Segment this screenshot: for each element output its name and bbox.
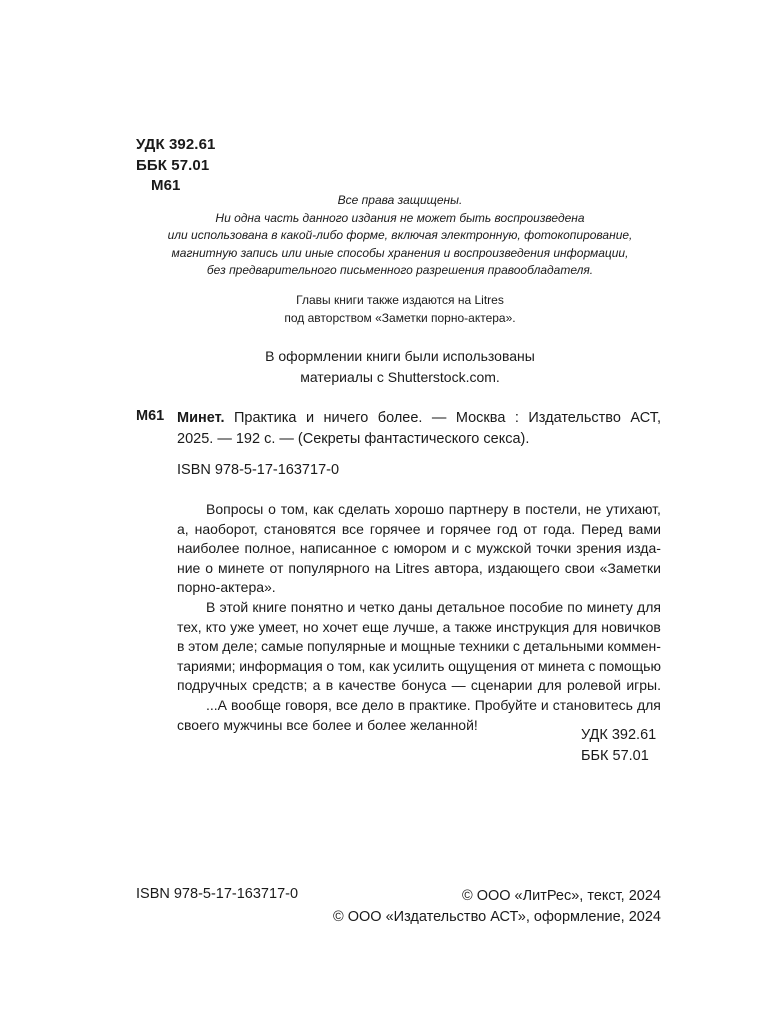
annotation-word: вами [628, 520, 661, 537]
annotation-word: с [464, 540, 472, 557]
biblio-author-mark: М61 [136, 408, 165, 424]
annotation-word: для [537, 677, 562, 694]
annotation-word: ощущения [448, 657, 517, 674]
annotation-word: и [451, 540, 460, 557]
annotation-word: В [206, 598, 216, 615]
bbk-code-repeat: ББК 57.01 [581, 747, 649, 764]
litres-note-line: Главы книги также издаются на Litres [296, 293, 504, 307]
book-title: Минет. [177, 410, 225, 426]
annotation-line [177, 559, 661, 579]
annotation-word: том, [337, 657, 366, 674]
annotation-word: дело [361, 696, 394, 713]
annotation-word: для [573, 618, 598, 635]
annotation-word: горячее [369, 520, 421, 537]
author-mark: М61 [151, 177, 181, 194]
annotation-word: и [426, 520, 435, 537]
annotation-word: минета [538, 657, 585, 674]
annotation-word: помощью [598, 657, 661, 674]
annotation-word: но [303, 618, 319, 635]
annotation-word: самые [261, 638, 304, 655]
annotation-line [177, 637, 661, 657]
annotation-word: от [269, 559, 284, 576]
annotation-word: ние [177, 559, 201, 576]
bibliographic-record [177, 408, 661, 450]
annotation-word: свои [564, 559, 595, 576]
annotation-word: автора, [434, 559, 483, 576]
annotation-word: издающего [487, 559, 560, 576]
annotation-word: год [496, 520, 518, 537]
annotation-word: с [381, 540, 389, 557]
biblio-word: : [514, 410, 519, 426]
annotation-line: порно-актера». [177, 579, 276, 596]
annotation-word: а [312, 677, 321, 694]
annotation-word: Пробуйте [474, 696, 537, 713]
annotation-word: этой [219, 598, 249, 615]
annotation-word: как [313, 501, 334, 517]
annotation-word: детальное [436, 598, 506, 615]
biblio-word: — [431, 410, 447, 426]
annotation-word: Litres [395, 559, 430, 576]
annotation-word: становитесь [552, 696, 633, 713]
annotation-word: полное, [244, 540, 295, 557]
annotation-word: от [523, 520, 538, 537]
annotation-word: точки [536, 540, 572, 557]
annotation-line [177, 676, 661, 696]
annotation-codes [581, 725, 656, 766]
copyright-line: © ООО «Издательство АСТ», оформление, 2024 [333, 909, 661, 925]
annotation-word: утихают, [606, 501, 661, 517]
annotation-word: минете [218, 559, 265, 576]
annotation-word: умеет, [258, 618, 299, 635]
annotation-word: и [540, 696, 549, 713]
litres-note [130, 291, 670, 327]
rights-line: без предварительного письменного разрешения правообладателя. [206, 263, 594, 278]
annotation-word: все [341, 520, 364, 537]
annotation-word: понятно [290, 598, 344, 615]
rights-notice [130, 192, 670, 280]
annotation-word: игры. [626, 677, 661, 694]
biblio-word: Издательство [528, 410, 621, 426]
annotation-word: минету [586, 598, 633, 615]
annotation-word: горячее [440, 520, 491, 537]
annotation-word: как [369, 657, 390, 674]
annotation-word: пособие [509, 598, 564, 615]
annotation-word: усилить [393, 657, 445, 674]
annotation-word: становятся [263, 520, 336, 537]
annotation-word: сценарии [470, 677, 533, 694]
annotation-word: также [454, 618, 492, 635]
annotation-word: партнеру [448, 501, 509, 517]
annotation-word: техники [459, 638, 510, 655]
biblio-word: АСТ, [630, 410, 661, 426]
annotation-word: четко [359, 598, 395, 615]
copyright-line: © ООО «ЛитРес», текст, 2024 [461, 888, 661, 904]
annotation-word: даны [398, 598, 433, 615]
annotation-word: этом [188, 638, 219, 655]
footer-isbn: ISBN 978-5-17-163717-0 [136, 886, 299, 902]
isbn: ISBN 978-5-17-163717-0 [177, 462, 340, 478]
annotation-word: сделать [338, 501, 391, 517]
annotation-word: для [637, 598, 661, 615]
annotation-word: бонуса [401, 677, 447, 694]
annotation-word: хорошо [394, 501, 445, 517]
annotation-word: вообще [231, 696, 282, 713]
annotation-word: ролевой [566, 677, 622, 694]
annotation-word: книге [252, 598, 287, 615]
annotation-word: тариями; [177, 657, 236, 674]
annotation-word: том, [280, 501, 309, 517]
udk-code-repeat: УДК 392.61 [581, 727, 657, 743]
rights-line: Ни одна часть данного издания не может быть воспроизведена [215, 210, 585, 225]
annotation-word: мужской [476, 540, 532, 557]
biblio-line-2: 2025. — 192 с. — (Секреты фантастического секса). [177, 431, 530, 447]
annotation-word: наиболее [177, 540, 240, 557]
annotation-word: информация [239, 657, 323, 674]
annotation-line [177, 657, 661, 677]
annotation-word: с [512, 638, 520, 655]
annotation [177, 500, 661, 735]
annotation-word: практике. [409, 696, 471, 713]
annotation-word: для [636, 696, 661, 713]
biblio-word: более. [377, 410, 423, 426]
annotation-line [177, 520, 661, 540]
annotation-word: с [588, 657, 596, 674]
biblio-word: Практика [233, 410, 297, 426]
annotation-word: и [389, 638, 398, 655]
annotation-word: наоборот, [194, 520, 258, 537]
annotation-word: все [335, 696, 358, 713]
annotation-word: о [268, 501, 276, 517]
annotation-word: в [397, 696, 406, 713]
annotation-word: тех, [177, 618, 202, 635]
annotation-word: коммен- [607, 638, 661, 655]
rights-line: Все права защищены. [337, 193, 463, 207]
design-note [130, 346, 670, 388]
biblio-word: и [305, 410, 315, 426]
annotation-word: и [347, 598, 356, 615]
bbk-code: ББК 57.01 [136, 157, 210, 174]
annotation-word: кто [205, 618, 227, 635]
annotation-word: зрения [576, 540, 622, 557]
annotation-word: в [325, 677, 334, 694]
design-note-line: В оформлении книги были использованы [265, 348, 535, 364]
copyrights [333, 886, 661, 928]
rights-line: магнитную запись или иные способы хранения и воспроизведения информации, [171, 245, 629, 260]
annotation-word: средств; [252, 677, 308, 694]
annotation-word: хочет [322, 618, 359, 635]
annotation-line [177, 539, 661, 559]
annotation-word: в [177, 638, 185, 655]
annotation-word: юмором [393, 540, 447, 557]
litres-note-line: под авторством «Заметки порно-актера». [284, 311, 516, 325]
udk-code: УДК 392.61 [136, 136, 216, 153]
annotation-word: качестве [338, 677, 396, 694]
annotation-word: ...А [206, 696, 228, 713]
biblio-line-1 [177, 408, 661, 429]
annotation-word: а, [177, 520, 189, 537]
annotation-word: в [512, 501, 521, 517]
annotation-word: популярного [288, 559, 370, 576]
annotation-word: о [326, 657, 335, 674]
annotation-word: подручных [177, 677, 247, 694]
annotation-line [177, 696, 661, 716]
annotation-word: Вопросы [206, 501, 264, 517]
annotation-word: мощные [400, 638, 456, 655]
design-note-line: материалы с Shutterstock.com. [300, 369, 500, 385]
annotation-word: детальными [523, 638, 604, 655]
annotation-word: популярные [307, 638, 386, 655]
annotation-word: инструкция [496, 618, 570, 635]
annotation-word: говоря, [285, 696, 332, 713]
annotation-line: своего мужчины все более и более желанной! [177, 716, 478, 733]
annotation-word: деле; [222, 638, 258, 655]
annotation-word: — [451, 677, 466, 694]
annotation-word: о [205, 559, 214, 576]
annotation-word: по [567, 598, 583, 615]
annotation-line [177, 618, 661, 638]
annotation-word: «Заметки [599, 559, 661, 576]
biblio-word: ничего [323, 410, 369, 426]
annotation-word: от [520, 657, 535, 674]
annotation-word: написанное [299, 540, 377, 557]
rights-line: или использована в какой-либо форме, включая электронную, фотокопирование, [167, 228, 633, 243]
annotation-line [177, 598, 661, 618]
annotation-word: года. [543, 520, 576, 537]
annotation-word: уже [230, 618, 255, 635]
annotation-word: лучше, [393, 618, 439, 635]
biblio-word: Москва [455, 410, 506, 426]
annotation-word: новичков [601, 618, 661, 635]
annotation-word: еще [362, 618, 390, 635]
annotation-word: изда- [626, 540, 661, 557]
annotation-word: на [374, 559, 391, 576]
annotation-line [177, 500, 661, 520]
annotation-word: не [585, 501, 602, 517]
annotation-word: а [442, 618, 451, 635]
annotation-word: постели, [525, 501, 582, 517]
annotation-word: Перед [581, 520, 623, 537]
